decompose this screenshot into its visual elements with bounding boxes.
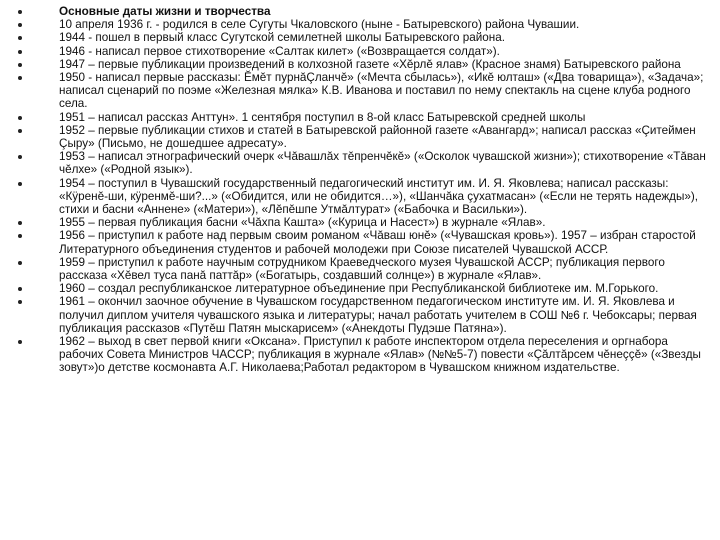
bullet-icon bbox=[18, 300, 22, 304]
bullet-icon bbox=[18, 261, 22, 265]
list-item-text: 1952 – первые публикации стихов и статей в Батыревской районной газете «Авангард»; написал рассказ «Çитеймен Çыру» (Письмо, не дошедшее адресату». bbox=[59, 123, 696, 151]
bullet-icon bbox=[18, 182, 22, 186]
list-item bbox=[18, 58, 712, 71]
list-item-text: 1950 - написал первые рассказы: Ĕмĕт пурнăÇланчĕ» («Мечта сбылась»), «Икĕ юлташ» («Два товарища»), «Задача»; написал сценарий по поэме «Железная мялка» К.В. Иванова и поставил по нему спектакль на сцене клуба родного села. bbox=[59, 71, 704, 111]
bullet-icon bbox=[18, 155, 22, 159]
heading-text: Основные даты жизни и творчества bbox=[59, 5, 271, 18]
list-item-text: 1962 – выход в свет первой книги «Оксана». Приступил к работе инспектором отдела переселения и оргнабора рабочих Совета Министров ЧАССР; публикация в журнале «Ялав» (№№5-7) повести «Çăлтăрсем чĕнеççĕ» («Звезды зовут»)о детстве космонавта А.Г. Николаева;Работал редактором в Чувашском книжном издательстве. bbox=[59, 335, 701, 375]
list-item-text: 10 апреля 1936 г. - родился в селе Сугуты Чкаловского (ныне - Батыревского) района Чувашии. bbox=[59, 18, 580, 32]
list-item-text: 1960 – создал республиканское литературное объединение при Республиканской библиотеке им. М.Горького. bbox=[59, 282, 659, 296]
list-item-text: 1959 – приступил к работе научным сотрудником Краеведческого музея Чувашской АССР; публикация первого рассказа «Хĕвел туса панă паттăр» («Богатырь, создавший солнце») в журнале «Ялав». bbox=[59, 255, 665, 283]
list-item-text: 1947 – первые публикации произведений в колхозной газете «Хĕрлĕ ялав» (Красное знамя) Батыревского района bbox=[59, 57, 681, 71]
bullet-icon bbox=[18, 116, 22, 120]
list-item bbox=[18, 150, 712, 176]
list-item-text: 1961 – окончил заочное обучение в Чувашском государственном педагогическом институте им. И. Я. Яковлева и получил диплом учителя чувашского языка и литературы; начал работать учителем в СОШ №6 г. Чебоксары; первая публикация рассказов «Путĕш Патян мыскарисем» («Анекдоты Пудэше Патяна»). bbox=[59, 295, 697, 335]
list-item bbox=[18, 45, 712, 58]
list-item bbox=[18, 256, 712, 282]
bullet-icon bbox=[18, 287, 22, 291]
list-item bbox=[18, 229, 712, 255]
list-item-text: 1954 – поступил в Чувашский государственный педагогический институт им. И. Я. Яковлева; написал рассказы: «Кÿренĕ-ши, кÿренмĕ-ши?...» («Обидится, или не обидится…»), «Шанчăка çухатмасан» («Если не терять надежды»), стихи и басни «Аннене» («Матери»), «Лĕпĕшпе Утмăлтурат» («Бабочка и Васильки»). bbox=[59, 176, 699, 217]
list-item bbox=[18, 216, 712, 229]
list-item-text: 1953 – написал этнографический очерк «Чăвашлăх тĕпренчĕкĕ» («Осколок чувашской жизни»); стихотворение «Тăван чĕлхе» («Родной язык»). bbox=[59, 150, 706, 177]
bullet-icon bbox=[18, 23, 22, 27]
list-item-text: 1951 – написал рассказ Анттун». 1 сентября поступил в 8-ой класс Батыревской средней школы bbox=[59, 110, 586, 124]
bullet-icon bbox=[18, 234, 22, 238]
list-item-text: 1956 – приступил к работе над первым своим романом «Чăваш юнĕ» («Чувашская кровь»). 1957 – избран старостой Литературного объединения студентов и рабочей молодежи при Союзе писателей Чувашской АССР. bbox=[59, 229, 696, 256]
list-item bbox=[18, 71, 712, 111]
list-item-text: 1946 - написал первое стихотворение «Салтак килет» («Возвращается солдат»). bbox=[59, 44, 500, 58]
bullet-icon bbox=[18, 129, 22, 133]
timeline-list bbox=[18, 5, 712, 375]
list-item bbox=[18, 31, 712, 44]
bullet-icon bbox=[18, 36, 22, 40]
list-item-text: 1955 – первая публикация басни «Чăхпа Кашта» («Курица и Насест») в журнале «Ялав». bbox=[59, 216, 546, 230]
list-item bbox=[18, 295, 712, 335]
bullet-icon bbox=[18, 50, 22, 54]
bullet-icon bbox=[18, 10, 22, 14]
bullet-icon bbox=[18, 76, 22, 80]
list-item bbox=[18, 177, 712, 217]
bullet-icon bbox=[18, 340, 22, 344]
list-item bbox=[18, 124, 712, 150]
list-item bbox=[18, 18, 712, 31]
bullet-icon bbox=[18, 63, 22, 67]
bullet-icon bbox=[18, 221, 22, 225]
list-heading bbox=[18, 5, 712, 18]
list-item bbox=[18, 282, 712, 295]
list-item-text: 1944 - пошел в первый класс Сугутской семилетней школы Батыревского района. bbox=[59, 31, 505, 45]
list-item bbox=[18, 111, 712, 124]
list-item bbox=[18, 335, 712, 375]
